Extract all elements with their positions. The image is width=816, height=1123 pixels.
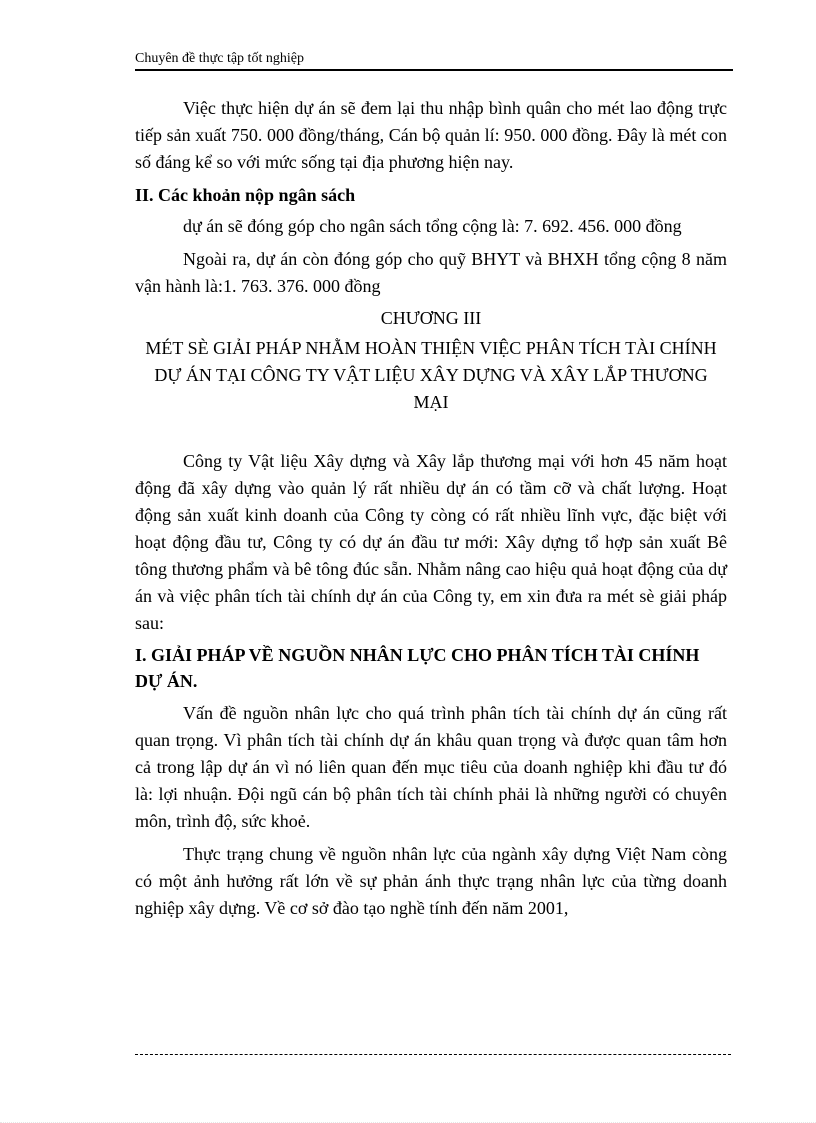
document-body <box>135 95 727 922</box>
section-heading-budget: II. Các khoản nộp ngân sách <box>135 185 356 205</box>
paragraph-company-intro: Công ty Vật liệu Xây dựng và Xây lắp thương mại với hơn 45 năm hoạt động đã xây dựng vào quản lý rất nhiều dự án có tầm cỡ và chất lượng. Hoạt động sản xuất kinh doanh của Công ty còng có rất nhiều lĩnh vực, đặc biệt với hoạt động đầu tư, Công ty có dự án đầu tư mới: Xây dựng tổ hợp sản xuất Bê tông thương phẩm và bê tông đúc sẵn. Nhằm nâng cao hiệu quả hoạt động của dự án và việc phân tích tài chính dự án của Công ty, em xin đưa ra mét sè giải pháp sau: <box>135 451 727 633</box>
paragraph-industry-status: Thực trạng chung về nguồn nhân lực của ngành xây dựng Việt Nam còng có một ảnh hưởng rất lớn về sự phản ánh thực trạng nhân lực của từng doanh nghiệp xây dựng. Về cơ sở đào tạo nghề tính đến năm 2001, <box>135 844 727 918</box>
chapter-title: MÉT SÈ GIẢI PHÁP NHẰM HOÀN THIỆN VIỆC PHÂN TÍCH TÀI CHÍNH DỰ ÁN TẠI CÔNG TY VẬT LIỆU XÂY DỰNG VÀ XÂY LẮP THƯƠNG MẠI <box>145 338 717 412</box>
paragraph-insurance: Ngoài ra, dự án còn đóng góp cho quỹ BHYT và BHXH tổng cộng 8 năm vận hành là:1. 763. 376. 000 đồng <box>135 249 727 296</box>
header-title: Chuyên đề thực tập tốt nghiệp <box>135 51 304 66</box>
page-header <box>135 50 733 71</box>
footer-divider <box>135 1054 731 1055</box>
chapter-label: CHƯƠNG III <box>380 308 482 328</box>
paragraph-human-resources: Vấn đề nguồn nhân lực cho quá trình phân tích tài chính dự án cũng rất quan trọng. Vì phân tích tài chính dự án khâu quan trọng và được quan tâm hơn cả trong lập dự án vì nó liên quan đến mục tiêu của doanh nghiệp khi đầu tư đó là: lợi nhuận. Đội ngũ cán bộ phân tích tài chính phải là những người có chuyên môn, trình độ, sức khoẻ. <box>135 703 727 831</box>
section-heading-human-resources: I. GIẢI PHÁP VỀ NGUỒN NHÂN LỰC CHO PHÂN TÍCH TÀI CHÍNH DỰ ÁN. <box>135 645 700 691</box>
paragraph-income: Việc thực hiện dự án sẽ đem lại thu nhập bình quân cho mét lao động trực tiếp sản xuất 750. 000 đồng/tháng, Cán bộ quản lí: 950. 000 đồng. Đây là mét con số đáng kể so với mức sống tại địa phương hiện nay. <box>135 98 727 172</box>
paragraph-budget: dự án sẽ đóng góp cho ngân sách tổng cộng là: 7. 692. 456. 000 đồng <box>183 216 682 236</box>
